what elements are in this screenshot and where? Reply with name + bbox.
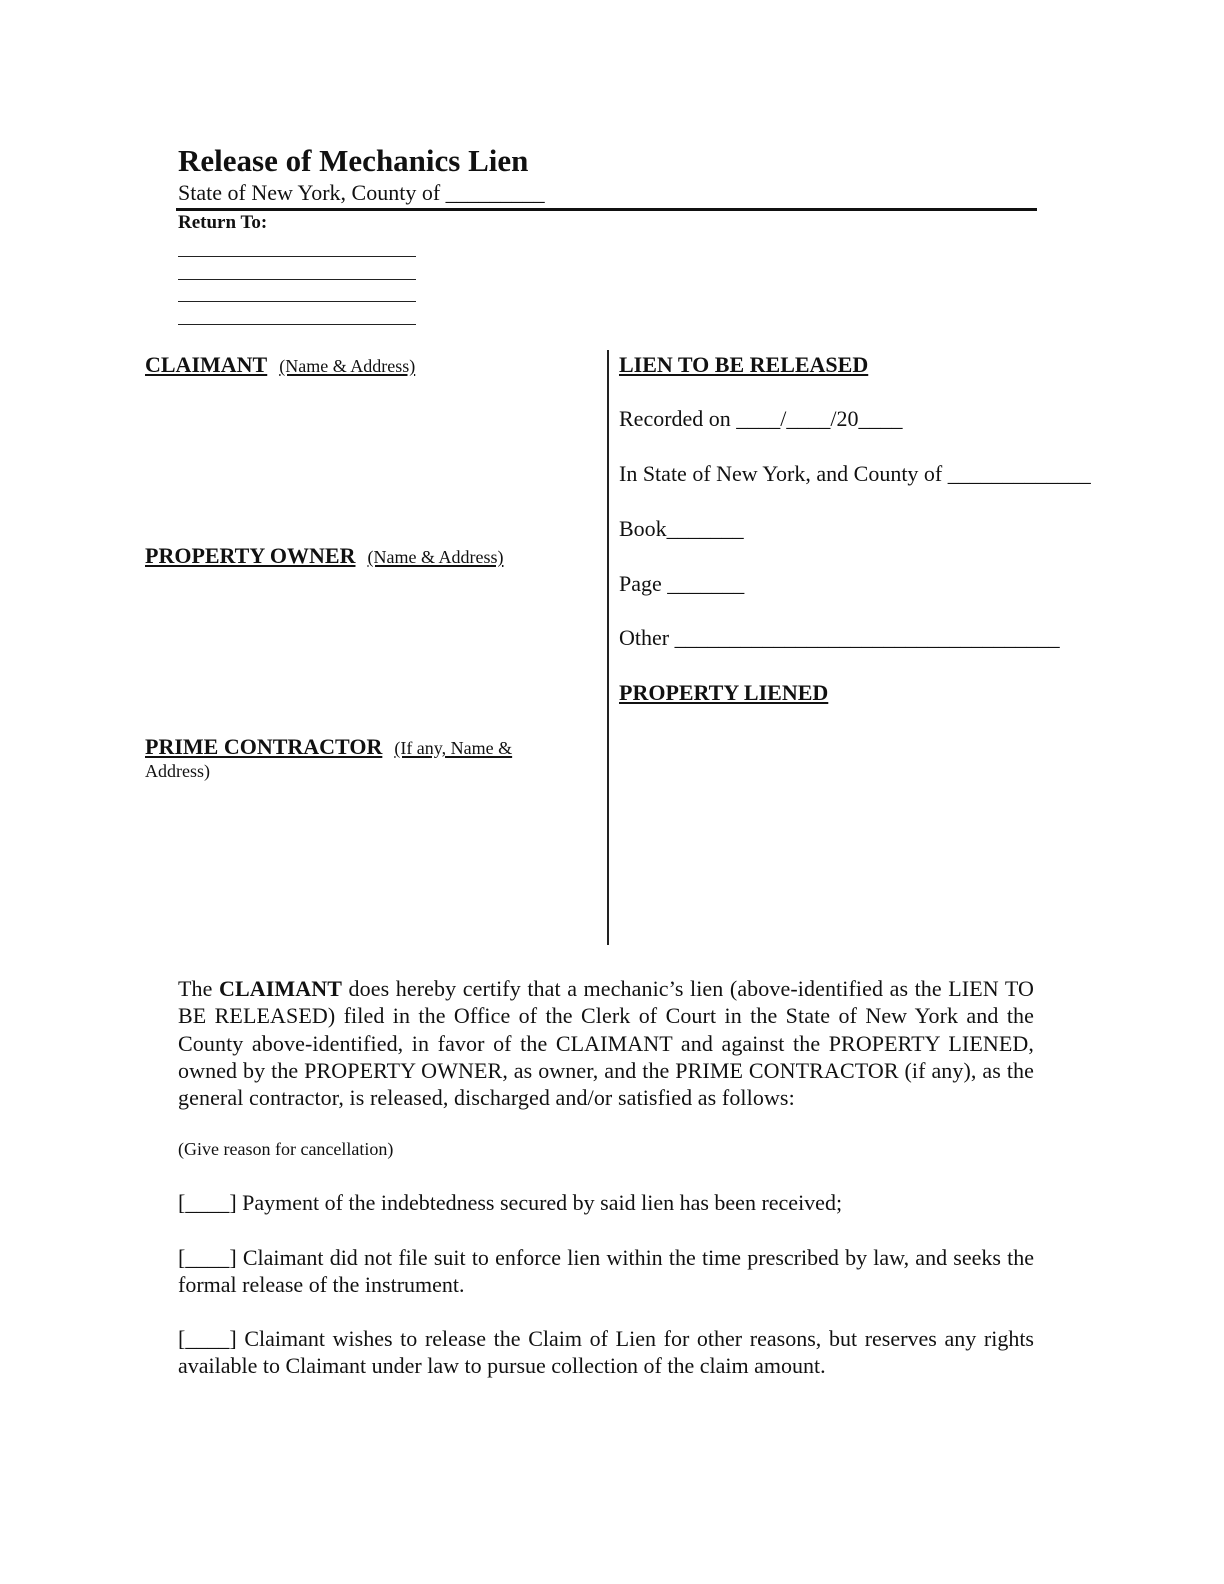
para-claimant: CLAIMANT [219, 976, 343, 1001]
return-to-label: Return To: [178, 212, 268, 233]
option-other-reasons: [____] Claimant wishes to release the Claim of Lien for other reasons, but reserves any rights available to Claimant under law to pursue collection of the claim amount. [178, 1326, 1034, 1378]
column-divider [607, 350, 609, 945]
para-rest: does hereby certify that a mechanic’s lien (above-identified as the LIEN TO BE RELEASED) filed in the Office of the Clerk of Court in the State of New York and the County above-identified, in favor of the CLAIMANT and against the PROPERTY LIENED, owned by the PROPERTY OWNER, as owner, and the PRIME CONTRACTOR (if any), as the general contractor, is released, discharged and/or satisfied as follows: [178, 976, 1034, 1111]
claimant-label: CLAIMANT [145, 352, 268, 377]
option-no-suit-filed: [____] Claimant did not file suit to enforce lien within the time prescribed by law, and seeks the formal release of the instrument. [178, 1245, 1034, 1297]
reason-note: (Give reason for cancellation) [178, 1139, 394, 1159]
other-field: Other ___________________________________ [619, 625, 1060, 650]
recorded-on-field: Recorded on ____/____/20____ [619, 406, 903, 431]
property-owner-heading [145, 543, 503, 569]
prime-contractor-label: PRIME CONTRACTOR [145, 734, 383, 759]
certification-paragraph [178, 975, 1034, 1111]
para-the: The [178, 976, 213, 1001]
return-address-line-3 [178, 301, 416, 302]
return-address-line-4 [178, 324, 416, 325]
property-liened-heading: PROPERTY LIENED [619, 680, 829, 705]
option-payment-received: [____] Payment of the indebtedness secured by said lien has been received; [178, 1190, 843, 1215]
book-field: Book_______ [619, 516, 744, 541]
document-title: Release of Mechanics Lien [178, 143, 529, 178]
page-field: Page _______ [619, 571, 745, 596]
prime-contractor-note-cont: Address) [145, 761, 210, 781]
prime-contractor-note: (If any, Name & [394, 738, 513, 758]
property-owner-label: PROPERTY OWNER [145, 543, 356, 568]
return-address-line-2 [178, 279, 416, 280]
return-address-line-1 [178, 256, 416, 257]
state-county-line: State of New York, County of _________ [178, 180, 545, 205]
property-owner-note: (Name & Address) [367, 547, 504, 567]
claimant-heading [145, 352, 415, 378]
lien-to-be-released-heading: LIEN TO BE RELEASED [619, 352, 869, 377]
header-rule [176, 208, 1037, 211]
claimant-note: (Name & Address) [279, 356, 416, 376]
county-field: In State of New York, and County of _____________ [619, 461, 1091, 486]
prime-contractor-heading [145, 734, 512, 760]
